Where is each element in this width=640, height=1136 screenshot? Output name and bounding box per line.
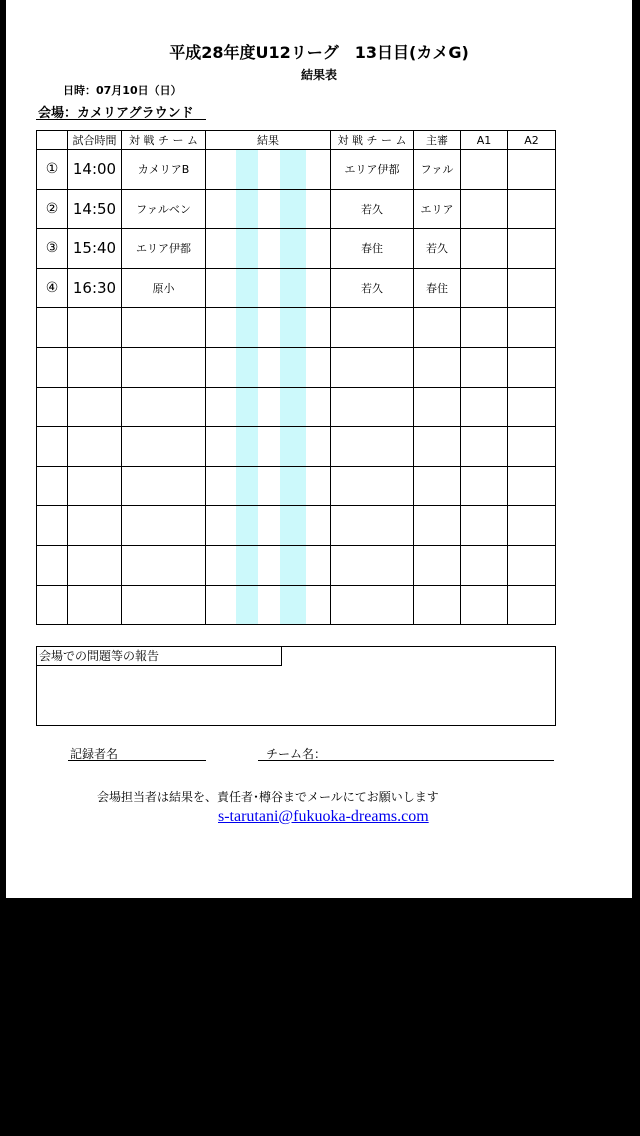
score-band-right xyxy=(280,586,306,625)
score-band-right xyxy=(280,150,306,189)
cell-time: 14:00 xyxy=(68,150,122,190)
table-row xyxy=(37,150,556,190)
cell-team2[interactable] xyxy=(331,347,414,387)
cell-referee[interactable] xyxy=(414,427,461,467)
cell-a1[interactable] xyxy=(461,308,508,348)
cell-team1[interactable] xyxy=(122,308,206,348)
cell-referee: エリア xyxy=(414,189,461,229)
score-band-right xyxy=(280,427,306,466)
instruction-text: 会場担当者は結果を、責任者･樽谷までメールにてお願いします xyxy=(97,790,439,804)
cell-a1[interactable] xyxy=(461,268,508,308)
table-header-row xyxy=(37,131,556,150)
cell-referee: 春住 xyxy=(414,268,461,308)
header-time: 試合時間 xyxy=(68,131,122,150)
cell-team2[interactable] xyxy=(331,427,414,467)
cell-a1[interactable] xyxy=(461,189,508,229)
score-band-left xyxy=(236,348,258,387)
cell-team2[interactable] xyxy=(331,466,414,506)
cell-team1[interactable] xyxy=(122,585,206,625)
cell-team2[interactable] xyxy=(331,506,414,546)
header-referee: 主審 xyxy=(414,131,461,150)
cell-team2[interactable] xyxy=(331,545,414,585)
table-row xyxy=(37,506,556,546)
score-band-left xyxy=(236,506,258,545)
cell-team2[interactable] xyxy=(331,308,414,348)
cell-a2[interactable] xyxy=(508,150,556,190)
cell-a2[interactable] xyxy=(508,268,556,308)
header-team1: 対 戦 チ ー ム xyxy=(122,131,206,150)
cell-no[interactable] xyxy=(37,466,68,506)
table-row xyxy=(37,308,556,348)
score-band-right xyxy=(280,546,306,585)
cell-no[interactable] xyxy=(37,347,68,387)
score-band-right xyxy=(280,190,306,229)
table-row xyxy=(37,585,556,625)
cell-score[interactable] xyxy=(206,466,331,506)
cell-referee[interactable] xyxy=(414,545,461,585)
score-band-right xyxy=(280,348,306,387)
cell-referee[interactable] xyxy=(414,347,461,387)
cell-team1[interactable] xyxy=(122,466,206,506)
score-band-left xyxy=(236,586,258,625)
cell-referee[interactable] xyxy=(414,387,461,427)
cell-a1[interactable] xyxy=(461,427,508,467)
cell-time: 14:50 xyxy=(68,189,122,229)
cell-a2[interactable] xyxy=(508,545,556,585)
cell-a2[interactable] xyxy=(508,466,556,506)
cell-referee: ファル xyxy=(414,150,461,190)
cell-team2: 春住 xyxy=(331,229,414,269)
cell-a1[interactable] xyxy=(461,466,508,506)
cell-team2[interactable] xyxy=(331,387,414,427)
cell-team1[interactable] xyxy=(122,427,206,467)
table-row xyxy=(37,347,556,387)
cell-score[interactable] xyxy=(206,585,331,625)
cell-score[interactable] xyxy=(206,189,331,229)
cell-no[interactable] xyxy=(37,545,68,585)
cell-team2: 若久 xyxy=(331,268,414,308)
results-table xyxy=(36,130,556,625)
score-band-right xyxy=(280,467,306,506)
cell-a2[interactable] xyxy=(508,585,556,625)
cell-team2[interactable] xyxy=(331,585,414,625)
cell-referee: 若久 xyxy=(414,229,461,269)
score-band-right xyxy=(280,229,306,268)
cell-a2[interactable] xyxy=(508,347,556,387)
cell-score[interactable] xyxy=(206,387,331,427)
score-band-right xyxy=(280,308,306,347)
score-band-left xyxy=(236,269,258,308)
cell-score[interactable] xyxy=(206,506,331,546)
cell-time[interactable] xyxy=(68,347,122,387)
team-label: チーム名： xyxy=(266,747,327,761)
cell-a2[interactable] xyxy=(508,229,556,269)
table-row xyxy=(37,466,556,506)
cell-time[interactable] xyxy=(68,387,122,427)
cell-a1[interactable] xyxy=(461,585,508,625)
cell-score[interactable] xyxy=(206,268,331,308)
table-row xyxy=(37,268,556,308)
cell-a1[interactable] xyxy=(461,545,508,585)
report-box[interactable] xyxy=(36,646,556,726)
cell-a2[interactable] xyxy=(508,387,556,427)
cell-a1[interactable] xyxy=(461,506,508,546)
cell-team1[interactable] xyxy=(122,545,206,585)
cell-score[interactable] xyxy=(206,229,331,269)
page-subtitle: 結果表 xyxy=(300,68,337,82)
score-band-left xyxy=(236,546,258,585)
score-band-left xyxy=(236,388,258,427)
cell-time[interactable] xyxy=(68,427,122,467)
cell-referee[interactable] xyxy=(414,308,461,348)
result-sheet xyxy=(6,0,632,898)
table-row xyxy=(37,387,556,427)
header-a2: A2 xyxy=(508,131,556,150)
recorder-line xyxy=(68,760,206,761)
header-a1: A1 xyxy=(461,131,508,150)
venue-underline xyxy=(36,119,206,120)
page-title: 平成28年度U12リーグ 13日目(カメG) xyxy=(169,43,469,62)
score-band-left xyxy=(236,190,258,229)
cell-team1[interactable] xyxy=(122,506,206,546)
cell-score[interactable] xyxy=(206,308,331,348)
cell-no: ③ xyxy=(37,229,68,269)
email-link[interactable]: s-tarutani@fukuoka-dreams.com xyxy=(218,808,429,825)
header-team2: 対 戦 チ ー ム xyxy=(331,131,414,150)
cell-time[interactable] xyxy=(68,506,122,546)
cell-a1[interactable] xyxy=(461,387,508,427)
cell-time: 16:30 xyxy=(68,268,122,308)
cell-time[interactable] xyxy=(68,545,122,585)
cell-a1[interactable] xyxy=(461,150,508,190)
cell-a1[interactable] xyxy=(461,229,508,269)
cell-team2: 若久 xyxy=(331,189,414,229)
cell-referee[interactable] xyxy=(414,466,461,506)
cell-team1: エリア伊都 xyxy=(122,229,206,269)
report-label: 会場での問題等の報告 xyxy=(37,647,282,666)
venue-line: 会場：カメリアグラウンド xyxy=(38,106,194,121)
cell-no: ② xyxy=(37,189,68,229)
cell-team1: 原小 xyxy=(122,268,206,308)
table-row xyxy=(37,427,556,467)
cell-time[interactable] xyxy=(68,308,122,348)
cell-no[interactable] xyxy=(37,387,68,427)
score-band-left xyxy=(236,150,258,189)
score-band-right xyxy=(280,269,306,308)
cell-referee[interactable] xyxy=(414,506,461,546)
score-band-right xyxy=(280,388,306,427)
cell-no: ④ xyxy=(37,268,68,308)
table-row xyxy=(37,229,556,269)
recorder-label: 記録者名 xyxy=(70,747,119,761)
score-band-left xyxy=(236,467,258,506)
cell-referee[interactable] xyxy=(414,585,461,625)
score-band-left xyxy=(236,229,258,268)
cell-a2[interactable] xyxy=(508,189,556,229)
cell-no[interactable] xyxy=(37,585,68,625)
cell-score[interactable] xyxy=(206,347,331,387)
cell-team1[interactable] xyxy=(122,347,206,387)
score-band-left xyxy=(236,427,258,466)
cell-time[interactable] xyxy=(68,585,122,625)
cell-no: ① xyxy=(37,150,68,190)
cell-team1: ファルベン xyxy=(122,189,206,229)
cell-a2[interactable] xyxy=(508,427,556,467)
cell-no[interactable] xyxy=(37,308,68,348)
team-line xyxy=(258,760,554,761)
table-row xyxy=(37,545,556,585)
header-no xyxy=(37,131,68,150)
date-line: 日時：07月10日（日） xyxy=(63,84,182,97)
score-band-right xyxy=(280,506,306,545)
cell-time[interactable] xyxy=(68,466,122,506)
cell-no[interactable] xyxy=(37,427,68,467)
cell-team1: カメリアB xyxy=(122,150,206,190)
table-row xyxy=(37,189,556,229)
cell-team1[interactable] xyxy=(122,387,206,427)
header-result: 結果 xyxy=(206,131,331,150)
cell-team2: エリア伊都 xyxy=(331,150,414,190)
cell-time: 15:40 xyxy=(68,229,122,269)
cell-a1[interactable] xyxy=(461,347,508,387)
cell-score[interactable] xyxy=(206,427,331,467)
score-band-left xyxy=(236,308,258,347)
cell-score[interactable] xyxy=(206,150,331,190)
cell-a2[interactable] xyxy=(508,308,556,348)
cell-no[interactable] xyxy=(37,506,68,546)
cell-a2[interactable] xyxy=(508,506,556,546)
cell-score[interactable] xyxy=(206,545,331,585)
